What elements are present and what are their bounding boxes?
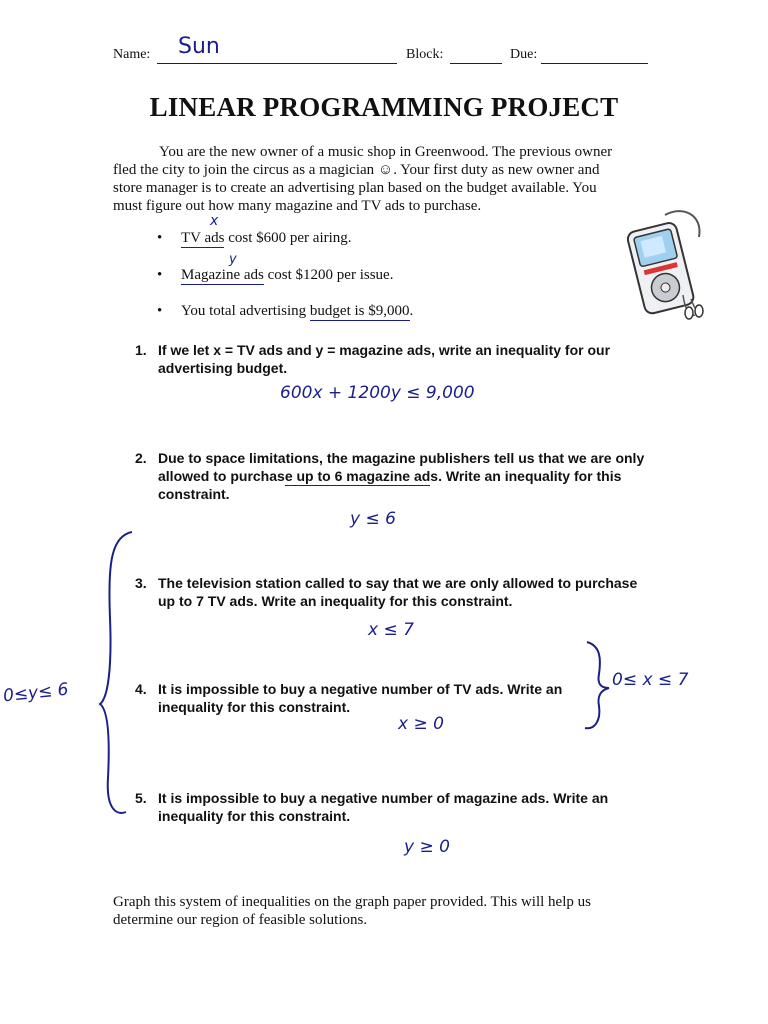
due-line[interactable] <box>541 63 648 64</box>
bullet-tv-ads: • TV ads cost $600 per airing. <box>160 230 413 267</box>
question-3: 3. The television station called to say that we are only allowed to purchase up to 7 TV ads. Write an inequality for this constraint. <box>135 575 638 609</box>
note-y: y <box>229 252 237 267</box>
answer-3: x ≤ 7 <box>368 620 414 640</box>
closing-paragraph: Graph this system of inequalities on the graph paper provided. This will help us determine our region of feasible solutions. <box>113 894 591 928</box>
name-label: Name: <box>113 47 151 62</box>
bullet-magazine-ads: • Magazine ads cost $1200 per issue. <box>160 267 413 304</box>
answer-5: y ≥ 0 <box>404 837 450 857</box>
music-player-icon <box>625 207 705 325</box>
right-curly-brace <box>583 640 613 732</box>
answer-4: x ≥ 0 <box>398 714 444 734</box>
bullet-budget: • You total advertising budget is $9,000. <box>160 303 413 340</box>
block-label: Block: <box>406 47 444 62</box>
answer-1: 600x + 1200y ≤ 9,000 <box>280 383 475 403</box>
note-x: x <box>210 213 219 229</box>
question-1: 1. If we let x = TV ads and y = magazine ads, write an inequality for our advertising budget. <box>135 342 611 376</box>
cost-bullet-list <box>160 230 413 340</box>
block-line[interactable] <box>450 63 502 64</box>
question-5: 5. It is impossible to buy a negative number of magazine ads. Write an inequality for this constraint. <box>135 790 609 824</box>
name-value: Sun <box>178 34 220 59</box>
left-curly-brace <box>96 528 136 818</box>
name-line[interactable] <box>157 63 397 64</box>
question-4: 4. It is impossible to buy a negative number of TV ads. Write an inequality for this constraint. <box>135 681 563 715</box>
intro-paragraph: You are the new owner of a music shop in Greenwood. The previous owner fled the city to join the circus as a magician ☺. Your first duty as new owner and store manager is to create an advertising plan based on the budget available. You must figure out how many magazine and TV ads to purchase. <box>113 144 613 214</box>
right-margin-note: 0≤ x ≤ 7 <box>612 670 689 690</box>
left-margin-note: 0≤y≤ 6 <box>2 679 70 707</box>
page-title: LINEAR PROGRAMMING PROJECT <box>149 92 619 122</box>
answer-2: y ≤ 6 <box>350 509 396 529</box>
due-label: Due: <box>510 47 538 62</box>
question-2: 2. Due to space limitations, the magazine publishers tell us that we are only allowed to purchase up to 6 magazine ads. Write an inequality for this constraint. <box>135 450 645 502</box>
